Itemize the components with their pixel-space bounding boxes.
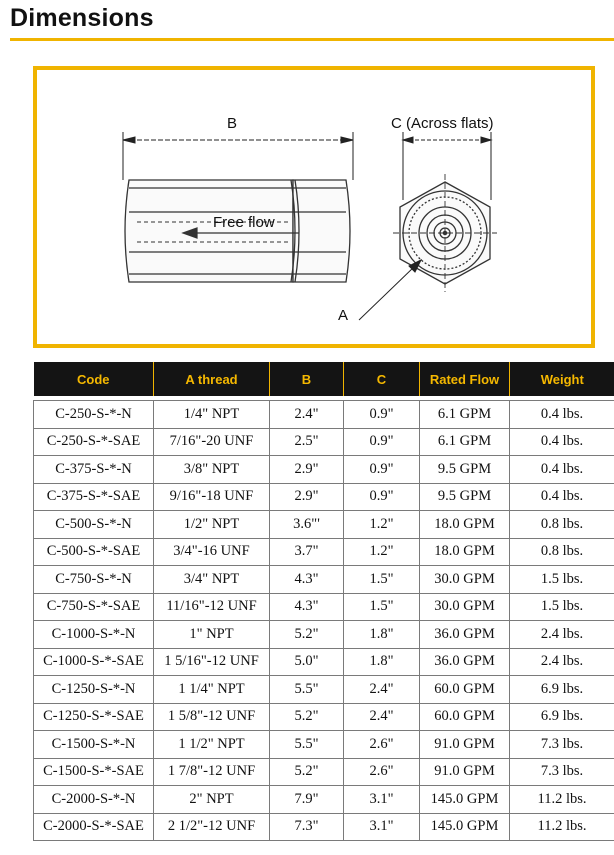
cell-rated-flow: 36.0 GPM xyxy=(420,648,510,676)
cell-weight: 11.2 lbs. xyxy=(510,813,614,841)
table-header-row xyxy=(34,362,614,396)
cell-a-thread: 1 7/8"-12 UNF xyxy=(154,758,270,786)
cell-a-thread: 2 1/2"-12 UNF xyxy=(154,813,270,841)
table-row xyxy=(34,676,614,704)
cell-code: C-1500-S-*-N xyxy=(34,731,154,759)
table-row xyxy=(34,428,614,456)
cell-a-thread: 1" NPT xyxy=(154,621,270,649)
cell-c: 1.5" xyxy=(344,593,420,621)
table-row xyxy=(34,566,614,594)
cell-weight: 11.2 lbs. xyxy=(510,786,614,814)
cell-c: 0.9" xyxy=(344,401,420,429)
cell-code: C-1250-S-*-N xyxy=(34,676,154,704)
cell-code: C-1500-S-*-SAE xyxy=(34,758,154,786)
cell-rated-flow: 91.0 GPM xyxy=(420,758,510,786)
header-rated-flow: Rated Flow xyxy=(420,362,510,396)
cell-a-thread: 1/2" NPT xyxy=(154,511,270,539)
cell-b: 2.9" xyxy=(270,456,344,484)
cell-c: 2.4" xyxy=(344,676,420,704)
cell-code: C-750-S-*-N xyxy=(34,566,154,594)
cell-rated-flow: 9.5 GPM xyxy=(420,483,510,511)
cell-a-thread: 1 5/8"-12 UNF xyxy=(154,703,270,731)
cell-c: 0.9" xyxy=(344,428,420,456)
cell-a-thread: 1 5/16"-12 UNF xyxy=(154,648,270,676)
cell-a-thread: 3/4" NPT xyxy=(154,566,270,594)
header-code: Code xyxy=(34,362,154,396)
cell-c: 2.4" xyxy=(344,703,420,731)
cell-rated-flow: 60.0 GPM xyxy=(420,676,510,704)
cell-c: 3.1" xyxy=(344,813,420,841)
cell-code: C-375-S-*-SAE xyxy=(34,483,154,511)
table-row xyxy=(34,786,614,814)
cell-code: C-2000-S-*-SAE xyxy=(34,813,154,841)
cell-code: C-750-S-*-SAE xyxy=(34,593,154,621)
cell-b: 4.3" xyxy=(270,593,344,621)
cell-rated-flow: 18.0 GPM xyxy=(420,511,510,539)
cell-weight: 6.9 lbs. xyxy=(510,676,614,704)
table-row xyxy=(34,731,614,759)
table-row xyxy=(34,703,614,731)
cell-c: 0.9" xyxy=(344,456,420,484)
label-b: B xyxy=(227,115,238,132)
cell-b: 5.5" xyxy=(270,676,344,704)
cell-weight: 0.8 lbs. xyxy=(510,511,614,539)
cell-rated-flow: 145.0 GPM xyxy=(420,813,510,841)
cell-b: 2.4" xyxy=(270,401,344,429)
cell-b: 2.9" xyxy=(270,483,344,511)
table-row xyxy=(34,511,614,539)
cell-b: 5.2" xyxy=(270,621,344,649)
cell-code: C-500-S-*-SAE xyxy=(34,538,154,566)
cell-weight: 2.4 lbs. xyxy=(510,621,614,649)
cell-weight: 0.4 lbs. xyxy=(510,456,614,484)
header-b: B xyxy=(270,362,344,396)
cell-a-thread: 3/8" NPT xyxy=(154,456,270,484)
cell-rated-flow: 91.0 GPM xyxy=(420,731,510,759)
cell-code: C-500-S-*-N xyxy=(34,511,154,539)
cell-rated-flow: 30.0 GPM xyxy=(420,566,510,594)
cell-c: 2.6" xyxy=(344,758,420,786)
cell-b: 4.3" xyxy=(270,566,344,594)
dimensions-table xyxy=(33,362,614,841)
cell-rated-flow: 6.1 GPM xyxy=(420,428,510,456)
cell-code: C-250-S-*-N xyxy=(34,401,154,429)
cell-rated-flow: 9.5 GPM xyxy=(420,456,510,484)
cell-weight: 2.4 lbs. xyxy=(510,648,614,676)
table-row xyxy=(34,483,614,511)
cell-b: 5.0" xyxy=(270,648,344,676)
cell-c: 1.2" xyxy=(344,538,420,566)
cell-c: 1.8" xyxy=(344,621,420,649)
check-valve-drawing xyxy=(37,70,591,344)
cell-c: 1.5" xyxy=(344,566,420,594)
cell-c: 3.1" xyxy=(344,786,420,814)
dimension-diagram xyxy=(33,66,595,348)
cell-a-thread: 9/16"-18 UNF xyxy=(154,483,270,511)
page-title: Dimensions xyxy=(10,4,154,32)
cell-c: 1.8" xyxy=(344,648,420,676)
cell-rated-flow: 145.0 GPM xyxy=(420,786,510,814)
cell-rated-flow: 60.0 GPM xyxy=(420,703,510,731)
cell-a-thread: 1 1/2" NPT xyxy=(154,731,270,759)
table-row xyxy=(34,593,614,621)
cell-weight: 0.4 lbs. xyxy=(510,401,614,429)
cell-code: C-250-S-*-SAE xyxy=(34,428,154,456)
cell-code: C-1250-S-*-SAE xyxy=(34,703,154,731)
cell-b: 5.2" xyxy=(270,703,344,731)
cell-rated-flow: 36.0 GPM xyxy=(420,621,510,649)
header-a-thread: A thread xyxy=(154,362,270,396)
title-underline xyxy=(10,38,614,41)
table-row xyxy=(34,758,614,786)
leader-a xyxy=(359,260,421,320)
cell-c: 1.2" xyxy=(344,511,420,539)
cell-code: C-1000-S-*-N xyxy=(34,621,154,649)
cell-weight: 0.8 lbs. xyxy=(510,538,614,566)
cell-a-thread: 11/16"-12 UNF xyxy=(154,593,270,621)
cell-code: C-2000-S-*-N xyxy=(34,786,154,814)
cell-b: 5.5" xyxy=(270,731,344,759)
cell-a-thread: 1/4" NPT xyxy=(154,401,270,429)
cell-b: 3.7" xyxy=(270,538,344,566)
cell-b: 2.5" xyxy=(270,428,344,456)
cell-b: 5.2" xyxy=(270,758,344,786)
cell-b: 3.6"' xyxy=(270,511,344,539)
cell-a-thread: 3/4"-16 UNF xyxy=(154,538,270,566)
b-dimension-line xyxy=(123,132,353,180)
label-c-across-flats: C (Across flats) xyxy=(391,115,494,132)
cell-b: 7.9" xyxy=(270,786,344,814)
cell-rated-flow: 18.0 GPM xyxy=(420,538,510,566)
cell-c: 0.9" xyxy=(344,483,420,511)
label-free-flow: Free flow xyxy=(213,214,275,231)
cell-rated-flow: 6.1 GPM xyxy=(420,401,510,429)
table-row xyxy=(34,538,614,566)
cell-weight: 6.9 lbs. xyxy=(510,703,614,731)
cell-rated-flow: 30.0 GPM xyxy=(420,593,510,621)
cell-a-thread: 1 1/4" NPT xyxy=(154,676,270,704)
cell-weight: 7.3 lbs. xyxy=(510,758,614,786)
table-row xyxy=(34,401,614,429)
header-c: C xyxy=(344,362,420,396)
table-row xyxy=(34,621,614,649)
cell-a-thread: 2" NPT xyxy=(154,786,270,814)
cell-code: C-375-S-*-N xyxy=(34,456,154,484)
cell-a-thread: 7/16"-20 UNF xyxy=(154,428,270,456)
table-row xyxy=(34,648,614,676)
cell-weight: 0.4 lbs. xyxy=(510,483,614,511)
cell-b: 7.3" xyxy=(270,813,344,841)
label-a: A xyxy=(338,307,349,324)
table-row xyxy=(34,813,614,841)
cell-code: C-1000-S-*-SAE xyxy=(34,648,154,676)
cell-weight: 7.3 lbs. xyxy=(510,731,614,759)
cell-c: 2.6" xyxy=(344,731,420,759)
cell-weight: 1.5 lbs. xyxy=(510,593,614,621)
header-weight: Weight xyxy=(510,362,614,396)
side-view-body xyxy=(125,180,350,282)
cell-weight: 0.4 lbs. xyxy=(510,428,614,456)
table-row xyxy=(34,456,614,484)
cell-weight: 1.5 lbs. xyxy=(510,566,614,594)
